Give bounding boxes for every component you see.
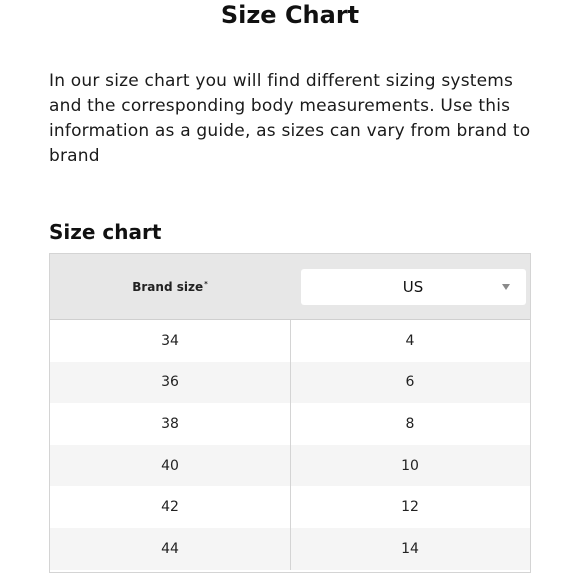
brand-size-header — [50, 254, 290, 319]
brand-size-cell: 34 — [161, 332, 179, 349]
system-size-cell: 12 — [401, 499, 419, 516]
section-title: Size chart — [49, 220, 162, 244]
brand-size-cell: 42 — [161, 499, 179, 516]
brand-size-label-text: Brand size — [132, 279, 204, 294]
table-row — [50, 320, 530, 362]
table-row — [50, 486, 530, 528]
system-size-cell: 6 — [405, 374, 415, 391]
chevron-down-icon — [502, 284, 510, 290]
system-header — [290, 254, 530, 319]
table-row — [50, 403, 530, 445]
table-body — [50, 320, 530, 570]
table-header — [50, 254, 530, 320]
sizing-system-select[interactable] — [301, 269, 526, 305]
page-title: Size Chart — [220, 1, 360, 29]
system-size-cell: 8 — [405, 415, 415, 432]
brand-size-cell: 36 — [161, 374, 179, 391]
brand-size-cell: 38 — [161, 415, 179, 432]
system-size-cell: 4 — [405, 332, 415, 349]
size-table — [49, 253, 531, 573]
brand-size-label — [132, 280, 208, 294]
brand-size-cell: 40 — [161, 457, 179, 474]
table-row — [50, 362, 530, 404]
brand-size-cell: 44 — [161, 540, 179, 557]
system-size-cell: 14 — [401, 540, 419, 557]
sizing-system-value: US — [402, 277, 424, 296]
table-row — [50, 445, 530, 487]
table-row — [50, 528, 530, 570]
intro-text: In our size chart you will find different sizing systems and the corresponding body measurements. Use this information as a guide, as sizes can vary from brand to brand — [49, 71, 531, 166]
brand-size-footnote-marker: * — [204, 279, 208, 288]
system-size-cell: 10 — [401, 457, 419, 474]
